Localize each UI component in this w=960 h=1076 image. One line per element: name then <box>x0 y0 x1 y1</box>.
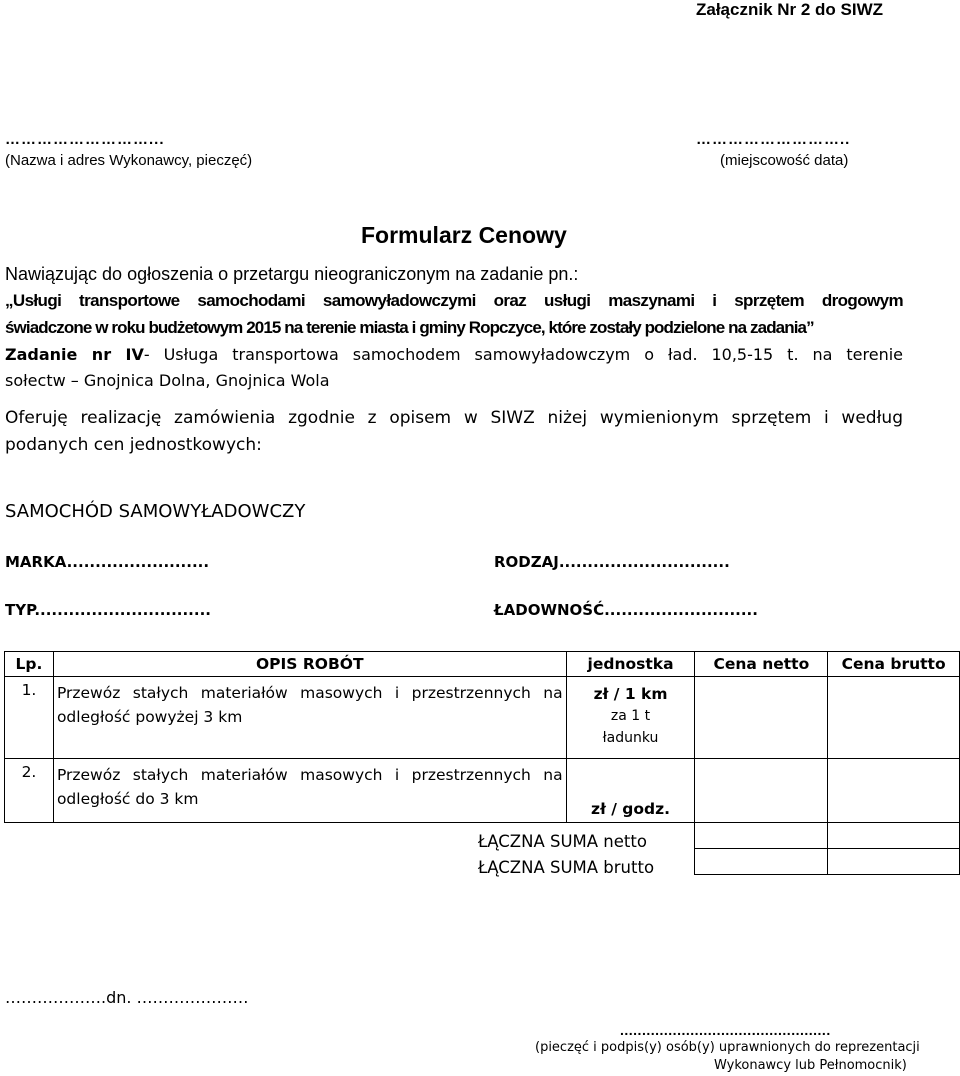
capacity-field: ŁADOWNOŚĆ........................... <box>494 601 758 619</box>
header-description: OPIS ROBÓT <box>53 652 566 677</box>
row-gross-price-cell[interactable] <box>828 759 960 823</box>
row-gross-price-cell[interactable] <box>828 677 960 759</box>
row-description-line1: Przewóz stałych materiałów masowych i przestrzennych na <box>56 766 563 784</box>
contractor-dots: ………………………... <box>5 131 165 148</box>
offer-line1: Oferuję realizację zamówienia zgodnie z opisem w SIWZ niżej wymienionym sprzętem i według <box>5 408 903 428</box>
contractor-label: (Nazwa i adres Wykonawcy, pieczęć) <box>5 152 253 169</box>
type-kind-field: RODZAJ.............................. <box>494 553 730 571</box>
total-gross-cell[interactable] <box>695 849 828 875</box>
table-row <box>5 677 960 759</box>
model-field: TYP............................... <box>5 601 211 619</box>
vehicle-heading: SAMOCHÓD SAMOWYŁADOWCZY <box>5 501 306 522</box>
table-header-row <box>5 652 960 677</box>
total-net-gross-cell[interactable] <box>828 823 960 849</box>
row-net-price-cell[interactable] <box>695 759 828 823</box>
date-line: ……………….dn. ………………… <box>5 988 249 1007</box>
signature-label-line2: Wykonawcy lub Pełnomocnik) <box>714 1058 907 1073</box>
row-unit <box>566 677 695 759</box>
row-unit-main: zł / godz. <box>566 759 695 823</box>
form-title: Formularz Cenowy <box>361 222 567 248</box>
row-description-line2: odległość do 3 km <box>56 790 199 808</box>
place-date-label: (miejscowość data) <box>720 152 849 169</box>
task-title-line1: „Usługi transportowe samochodami samowyładowczymi oraz usługi maszynami i sprzętem drogowym <box>5 291 903 310</box>
task-four-line1 <box>5 345 903 364</box>
brand-field: MARKA......................... <box>5 553 210 571</box>
total-net-label: ŁĄCZNA SUMA netto <box>478 832 647 851</box>
row-description <box>53 759 566 823</box>
header-lp: Lp. <box>5 652 54 677</box>
table-row <box>5 759 960 823</box>
row-net-price-cell[interactable] <box>695 677 828 759</box>
task-title-line2: świadczone w roku budżetowym 2015 na terenie miasta i gminy Ropczyce, które zostały podzielone na zadania” <box>5 318 814 337</box>
row-unit-sub2: ładunku <box>602 730 659 746</box>
total-gross-gross-cell[interactable] <box>828 849 960 875</box>
row-description-line1: Przewóz stałych materiałów masowych i przestrzennych na <box>56 684 563 702</box>
header-unit: jednostka <box>566 652 695 677</box>
signature-dots: ................................................ <box>620 1022 831 1038</box>
place-date-dots: ……………………….. <box>696 131 851 148</box>
total-gross-label: ŁĄCZNA SUMA brutto <box>478 858 655 877</box>
row-description <box>53 677 566 759</box>
signature-label-line1: (pieczęć i podpis(y) osób(y) uprawnionych do reprezentacji <box>535 1040 920 1055</box>
task-number: Zadanie nr IV <box>5 345 144 364</box>
header-gross-price: Cena brutto <box>828 652 960 677</box>
offer-line2: podanych cen jednostkowych: <box>5 435 262 455</box>
row-unit-main: zł / 1 km <box>593 685 668 703</box>
intro-text: Nawiązując do ogłoszenia o przetargu nieograniczonym na zadanie pn.: <box>5 264 579 284</box>
annex-label: Załącznik Nr 2 do SIWZ <box>696 0 884 19</box>
header-net-price: Cena netto <box>695 652 828 677</box>
row-description-line2: odległość powyżej 3 km <box>56 708 243 726</box>
task-four-line2: sołectw – Gnojnica Dolna, Gnojnica Wola <box>5 371 330 390</box>
row-number: 1. <box>5 677 54 759</box>
row-number: 2. <box>5 759 54 823</box>
row-unit-sub1: za 1 t <box>610 708 651 724</box>
task-four-text: - Usługa transportowa samochodem samowyładowczym o ład. 10,5-15 t. na terenie <box>143 345 903 364</box>
total-net-cell[interactable] <box>695 823 828 849</box>
